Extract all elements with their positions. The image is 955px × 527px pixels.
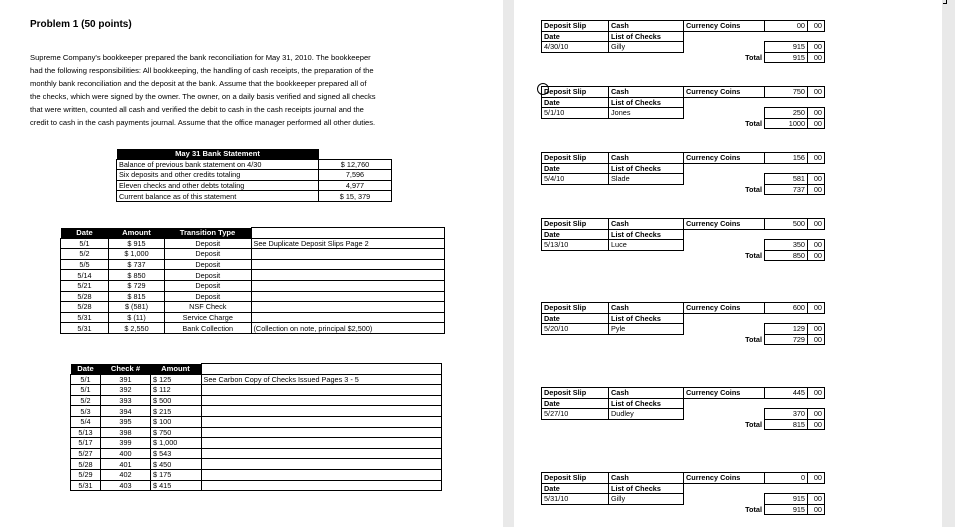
check-amount: $ 500 xyxy=(151,395,202,406)
table-row xyxy=(61,280,445,291)
tx-type: NSF Check xyxy=(165,302,252,313)
tx-note xyxy=(251,302,445,313)
check-date: 5/29 xyxy=(71,469,101,480)
para-line: had the following responsibilities: All bookkeeping, the handling of cash receipts, the preparation of the xyxy=(30,66,374,75)
tx-date: 5/28 xyxy=(61,291,109,302)
check-amount: $ 543 xyxy=(151,448,202,459)
check-amount: $ 125 xyxy=(151,374,202,385)
total-amount: 915 xyxy=(765,52,808,63)
row-amount: 7,596 xyxy=(319,170,392,181)
table-row xyxy=(71,395,442,406)
total-label: Total xyxy=(745,185,762,195)
tx-amount: $ 729 xyxy=(109,280,165,291)
cash-label: Cash xyxy=(609,153,684,164)
check-note xyxy=(201,395,442,406)
slip-label: Deposit Slip xyxy=(542,219,609,230)
para-line: the checks, which were signed by the owner. The owner, on a daily basis verified and signed all checks xyxy=(30,92,376,101)
checks-cents: 00 xyxy=(808,174,825,185)
table-row xyxy=(71,416,442,427)
table-row xyxy=(71,448,442,459)
tx-type: Deposit xyxy=(165,280,252,291)
date-label: Date xyxy=(542,313,609,324)
checks-cents: 00 xyxy=(808,409,825,420)
slip-label: Deposit Slip xyxy=(542,87,609,98)
tx-note: (Collection on note, principal $2,500) xyxy=(251,323,445,334)
total-cents: 00 xyxy=(808,504,825,515)
total-cents: 00 xyxy=(808,52,825,63)
row-amount: $ 15, 379 xyxy=(319,191,392,202)
table-row xyxy=(71,469,442,480)
tx-date: 5/31 xyxy=(61,312,109,323)
slip-name: Jones xyxy=(609,108,684,119)
tx-type: Deposit xyxy=(165,291,252,302)
table-row xyxy=(117,180,392,191)
currency-coins-label: Currency Coins xyxy=(684,153,765,164)
tx-note xyxy=(251,259,445,270)
total-label: Total xyxy=(745,335,762,345)
currency-coins-label: Currency Coins xyxy=(684,21,765,32)
total-amount: 850 xyxy=(765,250,808,261)
slip-date: 5/13/10 xyxy=(542,240,609,251)
check-note xyxy=(201,469,442,480)
check-note xyxy=(201,438,442,449)
date-label: Date xyxy=(542,97,609,108)
check-date: 5/27 xyxy=(71,448,101,459)
check-date: 5/2 xyxy=(71,395,101,406)
col-header-date: Date xyxy=(61,228,109,239)
row-amount: 4,977 xyxy=(319,180,392,191)
check-note xyxy=(201,459,442,470)
currency-amount: 0 xyxy=(765,473,808,484)
check-amount: $ 215 xyxy=(151,406,202,417)
total-amount: 915 xyxy=(765,504,808,515)
checks-amount: 129 xyxy=(765,324,808,335)
check-note: See Carbon Copy of Checks Issued Pages 3 - 5 xyxy=(201,374,442,385)
deposit-slip xyxy=(541,302,825,345)
check-note xyxy=(201,406,442,417)
tx-amount: $ 815 xyxy=(109,291,165,302)
slip-label: Deposit Slip xyxy=(542,473,609,484)
tx-date: 5/28 xyxy=(61,302,109,313)
check-amount: $ 750 xyxy=(151,427,202,438)
transactions-table xyxy=(60,227,445,334)
bank-statement-header: May 31 Bank Statement xyxy=(117,149,319,159)
currency-cents: 00 xyxy=(808,21,825,32)
total-cents: 00 xyxy=(808,184,825,195)
checks-cents: 00 xyxy=(808,108,825,119)
table-row xyxy=(71,385,442,396)
tx-date: 5/1 xyxy=(61,238,109,249)
table-row xyxy=(61,270,445,281)
check-note xyxy=(201,480,442,491)
col-header-date: Date xyxy=(71,364,101,375)
currency-coins-label: Currency Coins xyxy=(684,388,765,399)
date-label: Date xyxy=(542,398,609,409)
currency-amount: 500 xyxy=(765,219,808,230)
total-label: Total xyxy=(745,251,762,261)
cash-label: Cash xyxy=(609,473,684,484)
total-label: Total xyxy=(745,119,762,129)
tx-type: Deposit xyxy=(165,259,252,270)
table-row xyxy=(61,238,445,249)
table-row xyxy=(61,312,445,323)
currency-amount: 750 xyxy=(765,87,808,98)
tx-date: 5/21 xyxy=(61,280,109,291)
currency-amount: 156 xyxy=(765,153,808,164)
table-row xyxy=(71,406,442,417)
check-date: 5/28 xyxy=(71,459,101,470)
row-label: Six deposits and other credits totaling xyxy=(117,170,319,181)
currency-cents: 00 xyxy=(808,388,825,399)
cursor-icon xyxy=(537,83,549,95)
tx-note xyxy=(251,249,445,260)
date-label: Date xyxy=(542,163,609,174)
checks-cents: 00 xyxy=(808,42,825,53)
currency-cents: 00 xyxy=(808,153,825,164)
total-label: Total xyxy=(745,505,762,515)
deposit-slip xyxy=(541,20,825,63)
currency-coins-label: Currency Coins xyxy=(684,303,765,314)
currency-coins-label: Currency Coins xyxy=(684,473,765,484)
list-of-checks-label: List of Checks xyxy=(609,398,684,409)
tx-date: 5/5 xyxy=(61,259,109,270)
check-date: 5/4 xyxy=(71,416,101,427)
total-cents: 00 xyxy=(808,419,825,430)
tx-note xyxy=(251,270,445,281)
row-label: Current balance as of this statement xyxy=(117,191,319,202)
list-of-checks-label: List of Checks xyxy=(609,163,684,174)
cash-label: Cash xyxy=(609,303,684,314)
check-amount: $ 450 xyxy=(151,459,202,470)
list-of-checks-label: List of Checks xyxy=(609,31,684,42)
cash-label: Cash xyxy=(609,388,684,399)
tx-date: 5/31 xyxy=(61,323,109,334)
check-date: 5/17 xyxy=(71,438,101,449)
table-row xyxy=(61,302,445,313)
check-date: 5/3 xyxy=(71,406,101,417)
total-label: Total xyxy=(745,53,762,63)
total-amount: 737 xyxy=(765,184,808,195)
tx-note: See Duplicate Deposit Slips Page 2 xyxy=(251,238,445,249)
table-row xyxy=(61,249,445,260)
check-amount: $ 112 xyxy=(151,385,202,396)
list-of-checks-label: List of Checks xyxy=(609,97,684,108)
table-row xyxy=(61,259,445,270)
table-row xyxy=(71,480,442,491)
currency-coins-label: Currency Coins xyxy=(684,219,765,230)
slip-name: Pyle xyxy=(609,324,684,335)
slip-date: 5/1/10 xyxy=(542,108,609,119)
tx-amount: $ (11) xyxy=(109,312,165,323)
col-header-amount: Amount xyxy=(109,228,165,239)
currency-cents: 00 xyxy=(808,219,825,230)
row-label: Balance of previous bank statement on 4/30 xyxy=(117,159,319,170)
deposit-slips-page xyxy=(514,0,942,527)
cash-label: Cash xyxy=(609,87,684,98)
total-cents: 00 xyxy=(808,334,825,345)
slip-date: 4/30/10 xyxy=(542,42,609,53)
slip-name: Gilly xyxy=(609,494,684,505)
check-date: 5/31 xyxy=(71,480,101,491)
tx-type: Deposit xyxy=(165,238,252,249)
list-of-checks-label: List of Checks xyxy=(609,483,684,494)
para-line: credit to cash in the cash payments journal. Assume that the office manager performed all other duties. xyxy=(30,118,376,127)
checks-amount: 915 xyxy=(765,42,808,53)
check-note xyxy=(201,448,442,459)
problem-title: Problem 1 (50 points) xyxy=(30,19,132,30)
slip-date: 5/31/10 xyxy=(542,494,609,505)
col-header-type: Transition Type xyxy=(165,228,252,239)
checks-cents: 00 xyxy=(808,324,825,335)
check-number: 401 xyxy=(101,459,151,470)
check-number: 403 xyxy=(101,480,151,491)
table-row xyxy=(117,170,392,181)
tx-amount: $ (581) xyxy=(109,302,165,313)
row-label: Eleven checks and other debts totaling xyxy=(117,180,319,191)
table-row xyxy=(117,191,392,202)
check-number: 394 xyxy=(101,406,151,417)
cash-label: Cash xyxy=(609,219,684,230)
check-number: 398 xyxy=(101,427,151,438)
check-date: 5/1 xyxy=(71,385,101,396)
problem-description xyxy=(30,51,486,129)
currency-amount: 445 xyxy=(765,388,808,399)
tx-type: Bank Collection xyxy=(165,323,252,334)
table-row xyxy=(71,438,442,449)
currency-amount: 600 xyxy=(765,303,808,314)
corner-mark xyxy=(943,0,947,4)
deposit-slip xyxy=(541,152,825,195)
tx-type: Deposit xyxy=(165,249,252,260)
check-number: 392 xyxy=(101,385,151,396)
check-note xyxy=(201,385,442,396)
para-line: Supreme Company's bookkeeper prepared the bank reconciliation for May 31, 2010. The bookkeeper xyxy=(30,53,371,62)
slip-name: Gilly xyxy=(609,42,684,53)
check-number: 395 xyxy=(101,416,151,427)
tx-date: 5/2 xyxy=(61,249,109,260)
bank-statement-table xyxy=(116,149,392,202)
para-line: monthly bank reconciliation and the deposit at the bank. Assume that the bookkeeper prepared all of xyxy=(30,79,367,88)
table-row xyxy=(117,159,392,170)
currency-cents: 00 xyxy=(808,473,825,484)
col-header-check-number: Check # xyxy=(101,364,151,375)
total-cents: 00 xyxy=(808,118,825,129)
check-number: 391 xyxy=(101,374,151,385)
tx-note xyxy=(251,280,445,291)
table-row xyxy=(61,323,445,334)
tx-amount: $ 915 xyxy=(109,238,165,249)
slip-date: 5/4/10 xyxy=(542,174,609,185)
cash-label: Cash xyxy=(609,21,684,32)
total-amount: 815 xyxy=(765,419,808,430)
check-number: 402 xyxy=(101,469,151,480)
currency-cents: 00 xyxy=(808,87,825,98)
slip-name: Slade xyxy=(609,174,684,185)
tx-type: Deposit xyxy=(165,270,252,281)
para-line: that were written, counted all cash and verified the debit to cash in the cash receipts journal and the xyxy=(30,105,364,114)
checks-amount: 350 xyxy=(765,240,808,251)
deposit-slip xyxy=(541,218,825,261)
list-of-checks-label: List of Checks xyxy=(609,229,684,240)
checks-cents: 00 xyxy=(808,240,825,251)
check-number: 393 xyxy=(101,395,151,406)
check-note xyxy=(201,427,442,438)
tx-amount: $ 850 xyxy=(109,270,165,281)
col-header-amount: Amount xyxy=(151,364,202,375)
slip-label: Deposit Slip xyxy=(542,21,609,32)
total-amount: 729 xyxy=(765,334,808,345)
currency-coins-label: Currency Coins xyxy=(684,87,765,98)
slip-date: 5/27/10 xyxy=(542,409,609,420)
tx-amount: $ 2,550 xyxy=(109,323,165,334)
currency-amount: 00 xyxy=(765,21,808,32)
tx-type: Service Charge xyxy=(165,312,252,323)
row-amount: $ 12,760 xyxy=(319,159,392,170)
check-number: 400 xyxy=(101,448,151,459)
check-amount: $ 100 xyxy=(151,416,202,427)
total-amount: 1000 xyxy=(765,118,808,129)
date-label: Date xyxy=(542,229,609,240)
slip-date: 5/20/10 xyxy=(542,324,609,335)
table-row xyxy=(61,291,445,302)
table-row xyxy=(71,459,442,470)
slip-label: Deposit Slip xyxy=(542,303,609,314)
deposit-slip xyxy=(541,472,825,515)
checks-amount: 370 xyxy=(765,409,808,420)
tx-amount: $ 737 xyxy=(109,259,165,270)
check-note xyxy=(201,416,442,427)
tx-note xyxy=(251,312,445,323)
check-date: 5/1 xyxy=(71,374,101,385)
tx-note xyxy=(251,291,445,302)
date-label: Date xyxy=(542,31,609,42)
check-number: 399 xyxy=(101,438,151,449)
currency-cents: 00 xyxy=(808,303,825,314)
tx-date: 5/14 xyxy=(61,270,109,281)
table-row xyxy=(71,427,442,438)
checks-amount: 581 xyxy=(765,174,808,185)
checks-amount: 915 xyxy=(765,494,808,505)
table-row xyxy=(71,374,442,385)
list-of-checks-label: List of Checks xyxy=(609,313,684,324)
slip-label: Deposit Slip xyxy=(542,153,609,164)
deposit-slip xyxy=(541,86,825,129)
total-cents: 00 xyxy=(808,250,825,261)
checks-table xyxy=(70,363,442,491)
check-amount: $ 175 xyxy=(151,469,202,480)
slip-name: Dudley xyxy=(609,409,684,420)
checks-cents: 00 xyxy=(808,494,825,505)
slip-name: Luce xyxy=(609,240,684,251)
slip-label: Deposit Slip xyxy=(542,388,609,399)
check-amount: $ 415 xyxy=(151,480,202,491)
tx-amount: $ 1,000 xyxy=(109,249,165,260)
checks-amount: 250 xyxy=(765,108,808,119)
check-date: 5/13 xyxy=(71,427,101,438)
total-label: Total xyxy=(745,420,762,430)
page-gap xyxy=(503,0,514,527)
deposit-slip xyxy=(541,387,825,430)
date-label: Date xyxy=(542,483,609,494)
check-amount: $ 1,000 xyxy=(151,438,202,449)
